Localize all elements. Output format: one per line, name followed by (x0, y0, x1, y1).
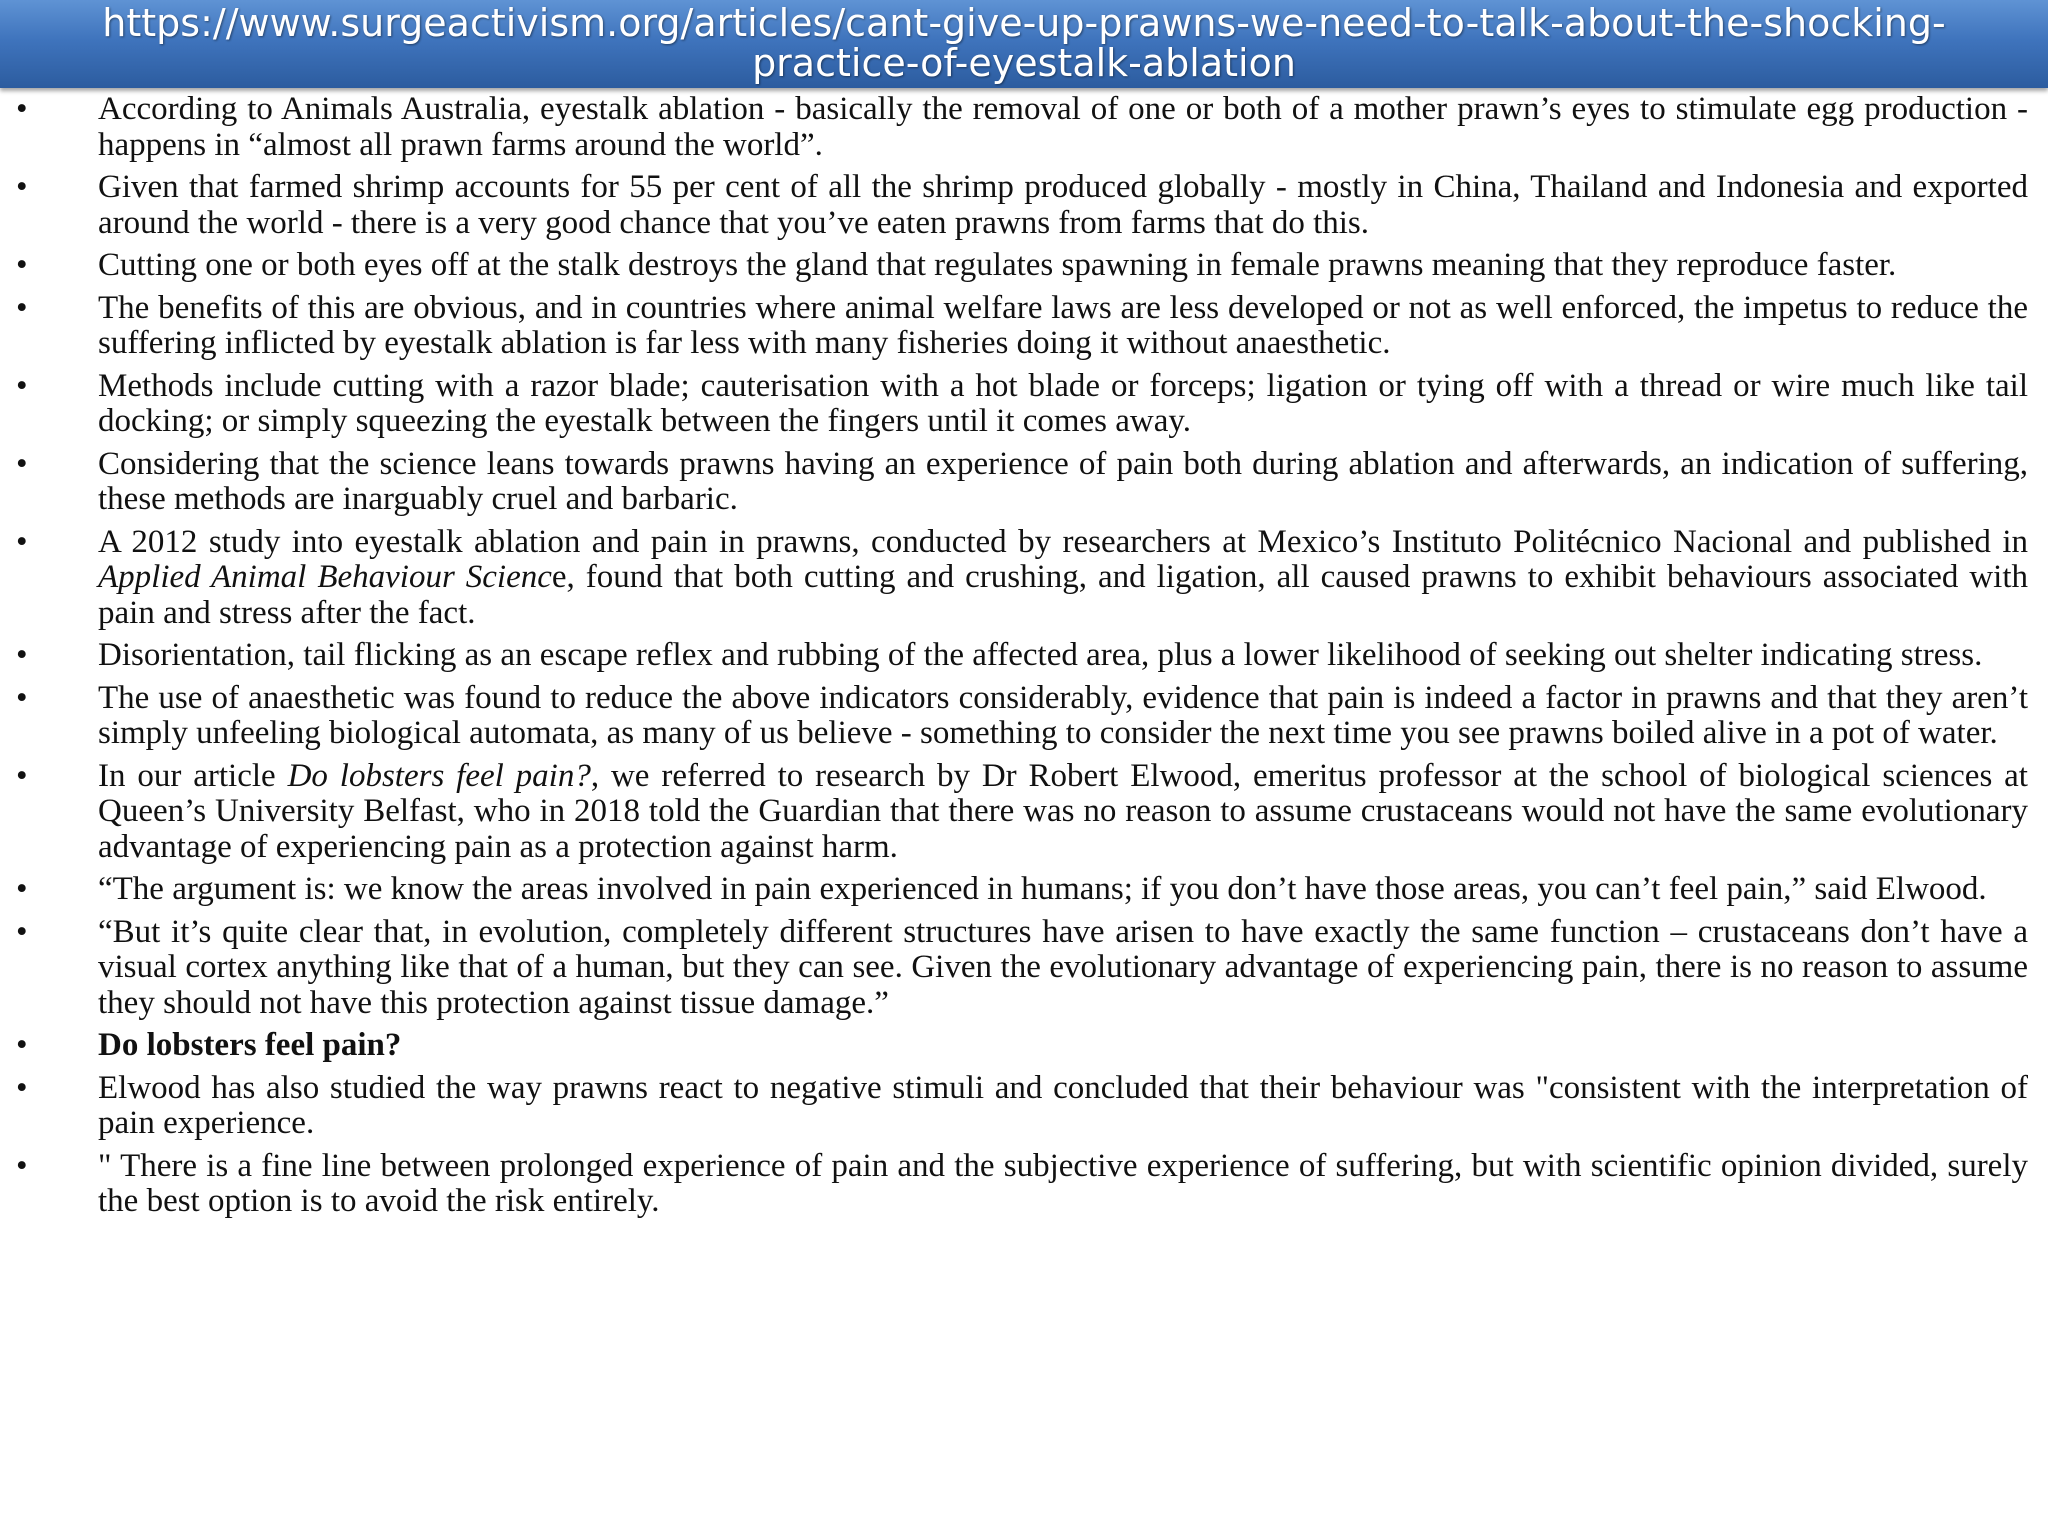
bullet-marker: • (16, 1147, 28, 1184)
bullet-text: " There is a fine line between prolonged experience of pain and the subjective experience of suffering, but with scientific opinion divided, surely the best option is to avoid the risk entirely. (98, 1147, 2028, 1219)
bullet-item (0, 915, 2048, 1022)
bullet-text: Disorientation, tail flicking as an escape reflex and rubbing of the affected area, plus a lower likelihood of seeking out shelter indicating stress. (98, 637, 1983, 673)
bullet-marker: • (16, 1069, 28, 1106)
article-title-italic: Do lobsters feel pain? (287, 757, 591, 794)
journal-title-italic: Applied Animal Behaviour Scienc (98, 559, 552, 595)
bullet-item (0, 369, 2048, 440)
bullet-item (0, 872, 2048, 908)
bullet-item (0, 638, 2048, 674)
bullet-text: Given that farmed shrimp accounts for 55 per cent of all the shrimp produced globally - mostly in China, Thailand and Indonesia and exported around the world - there is a very good chance that you’ve eaten prawns from farms that do this. (98, 169, 2028, 241)
bullet-text: “The argument is: we know the areas involved in pain experienced in humans; if you don’t have those areas, you can’t feel pain,” said Elwood. (98, 871, 1987, 907)
bullet-text: The benefits of this are obvious, and in countries where animal welfare laws are less developed or not as well enforced, the impetus to reduce the suffering inflicted by eyestalk ablation is far less with many fisheries doing it without anaesthetic. (98, 289, 2028, 361)
bullet-text: Cutting one or both eyes off at the stalk destroys the gland that regulates spawning in female prawns meaning that they reproduce faster. (98, 247, 1897, 283)
bullet-item (0, 681, 2048, 752)
bullet-text: Methods include cutting with a razor blade; cauterisation with a hot blade or forceps; ligation or tying off with a thread or wire much like tail docking; or simply squeezing the eyestalk between the fingers until it comes away. (98, 367, 2028, 439)
bullet-marker: • (16, 871, 28, 907)
bullet-text: According to Animals Australia, eyestalk ablation - basically the removal of one or both of a mother prawn’s eyes to stimulate egg production - happens in “almost all prawn farms around the world”. (98, 91, 2028, 163)
bullet-text-part: A 2012 study into eyestalk ablation and pain in prawns, conducted by researchers at Mexico’s Instituto Politécnico Nacional and published in (98, 523, 2028, 560)
bullet-heading-text: Do lobsters feel pain? (98, 1027, 402, 1063)
bullet-marker: • (16, 445, 28, 482)
bullet-text: Considering that the science leans towards prawns having an experience of pain both during ablation and afterwards, an indication of suffering, these methods are inarguably cruel and barbaric. (98, 445, 2028, 517)
bullet-marker: • (16, 169, 28, 205)
bullet-marker: • (16, 637, 28, 673)
bullet-marker: • (16, 523, 28, 560)
title-bar (0, 0, 2048, 88)
bullet-marker: • (16, 289, 28, 326)
bullet-text-part: , we referred to research by Dr Robert Elwood, emeritus professor at the school of biological sciences at Queen’s University Belfast, who in 2018 told the Guardian that there was no reason to assume crustaceans would not have the same evolutionary advantage of experiencing pain as a protection against harm. (98, 757, 2028, 865)
bullet-marker: • (16, 1027, 28, 1063)
bullet-item-heading (0, 1028, 2048, 1064)
bullet-item (0, 759, 2048, 866)
bullet-item (0, 291, 2048, 362)
bullet-list (0, 92, 2048, 1227)
bullet-item (0, 525, 2048, 632)
bullet-marker: • (16, 679, 28, 716)
bullet-text-part: In our article (98, 757, 288, 794)
bullet-item (0, 170, 2048, 241)
bullet-marker: • (16, 913, 28, 950)
bullet-marker: • (16, 91, 28, 127)
bullet-marker: • (16, 247, 28, 283)
bullet-text (98, 524, 2028, 631)
bullet-item (0, 447, 2048, 518)
bullet-text-part: e, found that both cutting and crushing, and ligation, all caused prawns to exhibit behaviours associated with pain and stress after the fact. (98, 559, 2028, 631)
bullet-item (0, 92, 2048, 163)
bullet-marker: • (16, 757, 28, 794)
bullet-text: The use of anaesthetic was found to reduce the above indicators considerably, evidence that pain is indeed a factor in prawns and that they aren’t simply unfeeling biological automata, as many of us believe - something to consider the next time you see prawns boiled alive in a pot of water. (98, 679, 2028, 751)
bullet-text: “But it’s quite clear that, in evolution, completely different structures have arisen to have exactly the same function – crustaceans don’t have a visual cortex anything like that of a human, but they can see. Given the evolutionary advantage of experiencing pain, there is no reason to assume they should not have this protection against tissue damage.” (98, 913, 2028, 1021)
bullet-text (98, 758, 2028, 865)
bullet-item (0, 1071, 2048, 1142)
bullet-marker: • (16, 367, 28, 404)
source-url-title: https://www.surgeactivism.org/articles/cant-give-up-prawns-we-need-to-talk-about-the-shocking-practice-of-eyestalk-ablation (102, 1, 1946, 85)
bullet-item (0, 248, 2048, 284)
bullet-item (0, 1149, 2048, 1220)
bullet-text: Elwood has also studied the way prawns react to negative stimuli and concluded that their behaviour was "consistent with the interpretation of pain experience. (98, 1069, 2028, 1141)
